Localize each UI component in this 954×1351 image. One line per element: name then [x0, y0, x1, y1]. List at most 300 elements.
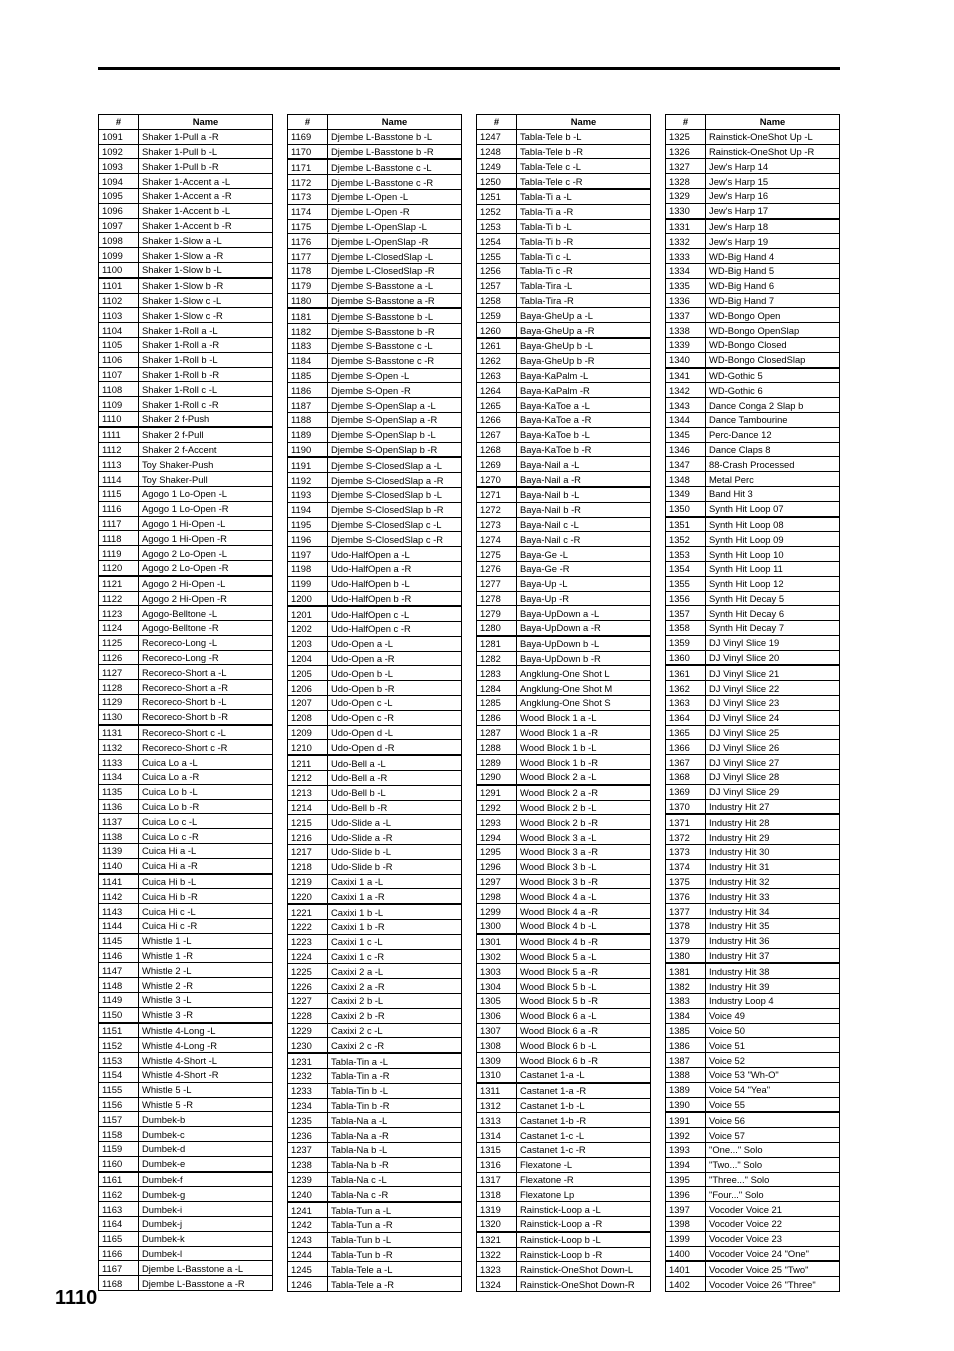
row-name: Castanet 1-c -R [517, 1142, 651, 1157]
row-number: 1099 [99, 248, 139, 263]
row-name: Toy Shaker-Pull [139, 472, 273, 487]
table-row [666, 830, 840, 845]
row-number: 1273 [477, 517, 517, 532]
row-number: 1385 [666, 1023, 706, 1038]
table-row [288, 1083, 462, 1098]
row-name: Tabla-Na b -L [328, 1142, 462, 1157]
table-row [288, 904, 462, 919]
table-row [99, 129, 273, 144]
row-name: Baya-KaToe a -L [517, 398, 651, 413]
row-name: Jew's Harp 14 [706, 159, 840, 174]
row-number: 1297 [477, 874, 517, 889]
row-number: 1211 [288, 755, 328, 770]
row-number: 1176 [288, 234, 328, 249]
row-name: Whistle 3 -L [139, 993, 273, 1008]
table-row [666, 681, 840, 696]
row-name: Jew's Harp 17 [706, 203, 840, 218]
row-number: 1111 [99, 427, 139, 442]
table-row [288, 368, 462, 383]
row-number: 1200 [288, 591, 328, 606]
row-name: Flexatone Lp [517, 1187, 651, 1202]
row-number: 1276 [477, 561, 517, 576]
row-name: Industry Hit 28 [706, 814, 840, 829]
row-name: Voice 52 [706, 1053, 840, 1068]
table-row [99, 546, 273, 561]
table-row [666, 159, 840, 174]
row-number: 1100 [99, 262, 139, 277]
row-name: Recoreco-Short b -L [139, 695, 273, 710]
table-row [477, 308, 651, 323]
row-number: 1104 [99, 323, 139, 338]
row-number: 1098 [99, 233, 139, 248]
row-number: 1145 [99, 933, 139, 948]
table-row [477, 770, 651, 785]
row-number: 1199 [288, 576, 328, 591]
table-row [666, 994, 840, 1009]
table-row [288, 1098, 462, 1113]
table-row [99, 337, 273, 352]
row-number: 1194 [288, 502, 328, 517]
row-number: 1125 [99, 635, 139, 650]
row-number: 1286 [477, 710, 517, 725]
row-name: Tabla-Tele b -R [517, 144, 651, 159]
row-name: Tabla-Tin b -L [328, 1083, 462, 1098]
table-row [477, 1187, 651, 1202]
row-number: 1268 [477, 442, 517, 457]
row-name: Jew's Harp 19 [706, 234, 840, 249]
row-name: Baya-UpDown a -L [517, 606, 651, 621]
row-number: 1221 [288, 904, 328, 919]
row-name: Djembe S-ClosedSlap a -R [328, 473, 462, 488]
row-name: Castanet 1-a -L [517, 1068, 651, 1083]
row-name: Wood Block 4 b -L [517, 919, 651, 934]
row-number: 1239 [288, 1172, 328, 1187]
row-name: Whistle 1 -R [139, 948, 273, 963]
row-number: 1103 [99, 308, 139, 323]
row-name: DJ Vinyl Slice 26 [706, 740, 840, 755]
table-row [477, 740, 651, 755]
table-row [99, 606, 273, 621]
row-number: 1095 [99, 188, 139, 203]
table-row [477, 934, 651, 949]
row-name: Wood Block 6 a -R [517, 1023, 651, 1038]
row-number: 1294 [477, 830, 517, 845]
table-row [666, 755, 840, 770]
row-number: 1308 [477, 1038, 517, 1053]
row-number: 1161 [99, 1172, 139, 1187]
table-row [666, 784, 840, 799]
row-number: 1101 [99, 278, 139, 293]
table-row [666, 129, 840, 144]
table-row [666, 278, 840, 293]
row-name: Cuica Hi b -R [139, 889, 273, 904]
row-name: Djembe S-OpenSlap b -L [328, 427, 462, 442]
row-number: 1356 [666, 591, 706, 606]
row-number: 1157 [99, 1112, 139, 1127]
table-row [288, 353, 462, 368]
table-row [477, 561, 651, 576]
row-name: Tabla-Na a -L [328, 1113, 462, 1128]
row-name: Wood Block 6 b -R [517, 1053, 651, 1068]
row-number: 1167 [99, 1261, 139, 1276]
table-row [666, 696, 840, 711]
row-number: 1186 [288, 383, 328, 398]
table-row [288, 785, 462, 800]
row-name: WD-Gothic 6 [706, 383, 840, 398]
row-name: Baya-KaPalm -R [517, 383, 651, 398]
table-row [288, 725, 462, 740]
table-row [288, 830, 462, 845]
row-number: 1105 [99, 337, 139, 352]
row-number: 1168 [99, 1276, 139, 1291]
row-name: Voice 57 [706, 1128, 840, 1143]
row-number: 1181 [288, 308, 328, 323]
row-number: 1178 [288, 263, 328, 278]
row-number: 1271 [477, 487, 517, 502]
row-name: Baya-GheUp a -R [517, 323, 651, 338]
row-name: Djembe S-Basstone a -R [328, 293, 462, 308]
row-number: 1298 [477, 889, 517, 904]
row-number: 1386 [666, 1038, 706, 1053]
row-name: Djembe S-Basstone b -L [328, 308, 462, 323]
table-row [666, 933, 840, 948]
table-row [288, 606, 462, 621]
row-number: 1197 [288, 547, 328, 562]
table-row [666, 337, 840, 352]
row-number: 1378 [666, 919, 706, 934]
table-row [477, 919, 651, 934]
row-name: Shaker 1-Pull b -L [139, 144, 273, 159]
row-number: 1391 [666, 1112, 706, 1127]
row-number: 1149 [99, 993, 139, 1008]
row-number: 1170 [288, 144, 328, 159]
table-row [99, 1216, 273, 1231]
table-row [477, 1157, 651, 1172]
table-row [99, 1023, 273, 1038]
table-row [99, 218, 273, 233]
table-row [477, 174, 651, 189]
table-row [477, 859, 651, 874]
row-number: 1205 [288, 666, 328, 681]
row-number: 1107 [99, 367, 139, 382]
table-row [99, 621, 273, 636]
row-name: DJ Vinyl Slice 20 [706, 650, 840, 665]
row-number: 1108 [99, 382, 139, 397]
table-row [288, 338, 462, 353]
row-number: 1241 [288, 1202, 328, 1217]
row-number: 1284 [477, 681, 517, 696]
table-row [477, 338, 651, 353]
row-number: 1252 [477, 204, 517, 219]
row-name: Udo-HalfOpen c -R [328, 622, 462, 637]
table-row [99, 560, 273, 575]
row-name: Tabla-Tun a -L [328, 1202, 462, 1217]
row-name: Recoreco-Short b -R [139, 709, 273, 724]
row-number: 1347 [666, 457, 706, 472]
row-name: Udo-Open a -R [328, 651, 462, 666]
row-name: Djembe L-Basstone b -R [328, 144, 462, 159]
table-column-2 [287, 114, 461, 1292]
row-number: 1192 [288, 473, 328, 488]
row-name: Recoreco-Short c -R [139, 740, 273, 755]
table-row [99, 874, 273, 889]
table-header-row [477, 115, 651, 130]
row-name: Udo-Slide a -L [328, 815, 462, 830]
row-number: 1321 [477, 1232, 517, 1247]
row-number: 1226 [288, 979, 328, 994]
row-name: Shaker 2 f-Accent [139, 442, 273, 457]
row-number: 1353 [666, 547, 706, 562]
table-row [666, 1097, 840, 1112]
table-row [477, 1142, 651, 1157]
row-number: 1092 [99, 144, 139, 159]
row-number: 1162 [99, 1187, 139, 1202]
table-row [288, 979, 462, 994]
row-number: 1135 [99, 784, 139, 799]
table-row [288, 1023, 462, 1038]
row-number: 1117 [99, 516, 139, 531]
table-row [99, 858, 273, 873]
row-number: 1237 [288, 1142, 328, 1157]
row-name: Djembe S-ClosedSlap c -R [328, 532, 462, 547]
table-row [288, 383, 462, 398]
table-row [288, 1217, 462, 1232]
row-number: 1365 [666, 725, 706, 740]
table-row [477, 144, 651, 159]
row-number: 1155 [99, 1082, 139, 1097]
row-name: Vocoder Voice 23 [706, 1231, 840, 1246]
table-row [288, 859, 462, 874]
table-row [666, 308, 840, 323]
row-name: Shaker 1-Slow c -R [139, 308, 273, 323]
row-number: 1300 [477, 919, 517, 934]
row-number: 1304 [477, 979, 517, 994]
table-row [288, 1069, 462, 1084]
row-name: "Three..." Solo [706, 1172, 840, 1187]
table-row [99, 1097, 273, 1112]
row-name: WD-Bongo OpenSlap [706, 323, 840, 338]
row-number: 1341 [666, 368, 706, 383]
table-row [288, 547, 462, 562]
row-name: Udo-Open a -L [328, 636, 462, 651]
table-row [666, 963, 840, 978]
table-row [288, 427, 462, 442]
row-name: Industry Hit 36 [706, 933, 840, 948]
table-row [477, 1128, 651, 1143]
table-row [288, 636, 462, 651]
row-name: Jew's Harp 18 [706, 219, 840, 234]
table-row [477, 1262, 651, 1277]
row-name: Wood Block 5 a -R [517, 964, 651, 979]
table-row [288, 278, 462, 293]
row-name: Shaker 1-Roll a -R [139, 337, 273, 352]
table-row [288, 561, 462, 576]
row-number: 1179 [288, 278, 328, 293]
row-name: Agogo-Belltone -L [139, 606, 273, 621]
row-number: 1325 [666, 129, 706, 144]
row-number: 1156 [99, 1097, 139, 1112]
row-number: 1293 [477, 815, 517, 830]
row-number: 1245 [288, 1262, 328, 1277]
column-header-name: Name [706, 115, 840, 130]
table-column-3 [476, 114, 650, 1292]
row-name: Tabla-Ti c -L [517, 249, 651, 264]
row-number: 1290 [477, 770, 517, 785]
table-row [666, 874, 840, 889]
table-row [99, 308, 273, 323]
row-number: 1153 [99, 1053, 139, 1068]
table-row [477, 830, 651, 845]
table-row [666, 412, 840, 427]
row-number: 1141 [99, 874, 139, 889]
row-number: 1166 [99, 1246, 139, 1261]
row-name: Shaker 1-Pull b -R [139, 159, 273, 174]
row-name: Tabla-Na c -L [328, 1172, 462, 1187]
table-row [477, 904, 651, 919]
table-row [477, 576, 651, 591]
row-number: 1196 [288, 532, 328, 547]
row-name: Industry Hit 35 [706, 919, 840, 934]
row-name: Djembe L-ClosedSlap -R [328, 263, 462, 278]
row-name: Agogo 2 Hi-Open -R [139, 591, 273, 606]
row-name: Dumbek-j [139, 1216, 273, 1231]
row-name: Tabla-Na b -R [328, 1157, 462, 1172]
row-number: 1309 [477, 1053, 517, 1068]
table-row [666, 234, 840, 249]
row-name: Wood Block 3 a -R [517, 845, 651, 860]
row-number: 1349 [666, 486, 706, 501]
row-number: 1109 [99, 397, 139, 412]
row-name: Castanet 1-a -R [517, 1083, 651, 1098]
row-number: 1203 [288, 636, 328, 651]
table-row [477, 323, 651, 338]
table-row [666, 650, 840, 665]
row-number: 1198 [288, 561, 328, 576]
row-number: 1142 [99, 889, 139, 904]
row-number: 1131 [99, 725, 139, 740]
table-row [666, 859, 840, 874]
row-number: 1214 [288, 800, 328, 815]
row-number: 1307 [477, 1023, 517, 1038]
row-name: Baya-GheUp b -R [517, 353, 651, 368]
table-row [666, 442, 840, 457]
row-number: 1318 [477, 1187, 517, 1202]
row-number: 1246 [288, 1277, 328, 1292]
table-row [99, 516, 273, 531]
row-name: Voice 53 "Wh-O" [706, 1068, 840, 1083]
row-number: 1315 [477, 1142, 517, 1157]
row-number: 1342 [666, 383, 706, 398]
row-name: Industry Hit 30 [706, 845, 840, 860]
table-row [666, 1157, 840, 1172]
table-row [666, 1008, 840, 1023]
row-number: 1303 [477, 964, 517, 979]
row-name: Djembe S-Basstone c -L [328, 338, 462, 353]
row-number: 1210 [288, 740, 328, 755]
row-number: 1207 [288, 696, 328, 711]
table-row [666, 1068, 840, 1083]
row-name: Tabla-Tun b -L [328, 1232, 462, 1247]
table-header-row [288, 115, 462, 130]
table-row [99, 1082, 273, 1097]
row-number: 1288 [477, 740, 517, 755]
table-row [99, 411, 273, 426]
row-number: 1132 [99, 740, 139, 755]
row-name: Djembe L-ClosedSlap -L [328, 249, 462, 264]
row-number: 1398 [666, 1216, 706, 1231]
table-row [666, 203, 840, 218]
row-name: Rainstick-OneShot Up -R [706, 144, 840, 159]
row-name: Djembe S-ClosedSlap b -L [328, 487, 462, 502]
row-number: 1096 [99, 203, 139, 218]
row-number: 1097 [99, 218, 139, 233]
row-name: Baya-KaPalm -L [517, 368, 651, 383]
row-number: 1094 [99, 174, 139, 189]
row-name: Whistle 2 -R [139, 978, 273, 993]
row-number: 1306 [477, 1008, 517, 1023]
row-number: 1173 [288, 189, 328, 204]
row-name: Shaker 1-Slow a -L [139, 233, 273, 248]
table-row [288, 457, 462, 472]
row-name: Dance Claps 8 [706, 442, 840, 457]
table-row [288, 473, 462, 488]
row-number: 1248 [477, 144, 517, 159]
row-name: Rainstick-OneShot Up -L [706, 129, 840, 144]
table-row [477, 472, 651, 487]
table-row [666, 547, 840, 562]
row-number: 1128 [99, 680, 139, 695]
table-row [477, 547, 651, 562]
row-number: 1123 [99, 606, 139, 621]
table-row [666, 665, 840, 680]
column-header-number: # [666, 115, 706, 130]
table-row [477, 636, 651, 651]
row-name: WD-Big Hand 6 [706, 278, 840, 293]
row-name: Castanet 1-c -L [517, 1128, 651, 1143]
row-name: WD-Bongo Closed [706, 337, 840, 352]
row-name: Tabla-Ti b -R [517, 234, 651, 249]
row-name: Udo-Bell b -L [328, 785, 462, 800]
column-header-number: # [99, 115, 139, 130]
table-row [288, 144, 462, 159]
table-row [99, 262, 273, 277]
row-number: 1250 [477, 174, 517, 189]
row-number: 1373 [666, 845, 706, 860]
table-row [666, 814, 840, 829]
row-name: Wood Block 2 a -R [517, 785, 651, 800]
row-name: Shaker 2 f-Push [139, 411, 273, 426]
multisample-table [665, 114, 840, 1292]
row-name: Udo-Open d -R [328, 740, 462, 755]
table-row [288, 1142, 462, 1157]
table-row [99, 1038, 273, 1053]
row-name: Wood Block 2 a -L [517, 770, 651, 785]
row-number: 1330 [666, 203, 706, 218]
row-name: Recoreco-Long -L [139, 635, 273, 650]
page-number: 1110 [55, 1287, 98, 1309]
row-number: 1281 [477, 636, 517, 651]
row-number: 1277 [477, 576, 517, 591]
row-name: Whistle 5 -L [139, 1082, 273, 1097]
row-number: 1212 [288, 771, 328, 786]
table-row [477, 457, 651, 472]
row-number: 1350 [666, 501, 706, 516]
table-row [288, 1053, 462, 1068]
row-number: 1302 [477, 949, 517, 964]
table-row [288, 204, 462, 219]
row-name: Dumbek-g [139, 1187, 273, 1202]
row-name: Udo-HalfOpen a -L [328, 547, 462, 562]
